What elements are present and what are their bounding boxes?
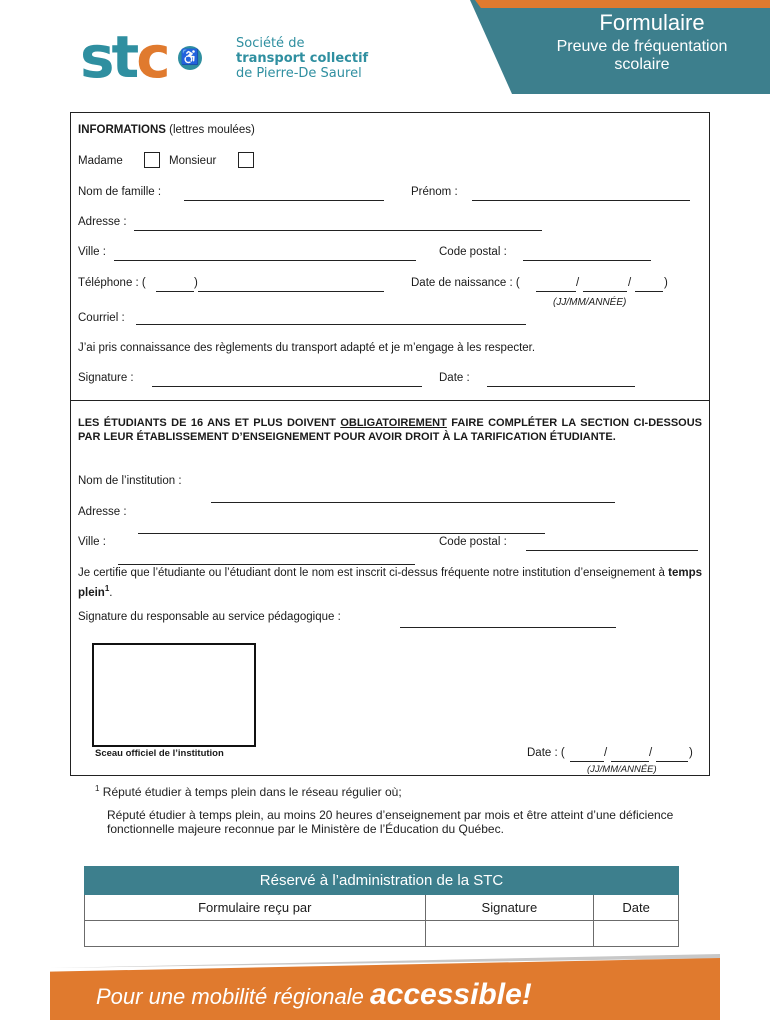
stc-logo: [80, 23, 400, 92]
code-postal-field[interactable]: [523, 260, 651, 261]
monsieur-checkbox[interactable]: [238, 152, 254, 168]
date-field[interactable]: [487, 386, 635, 387]
nom-field[interactable]: [184, 200, 384, 201]
school-ville-field[interactable]: [118, 564, 415, 565]
footer-slogan: Pour une mobilité régionale accessible!: [96, 978, 532, 1011]
title-accent-stripe: [475, 0, 770, 8]
responsable-signature-field[interactable]: [400, 627, 616, 628]
signature-field[interactable]: [152, 386, 422, 387]
student-notice: LES ÉTUDIANTS DE 16 ANS ET PLUS DOIVENT OBLIGATOIREMENT FAIRE COMPLÉTER LA SECTION CI-DESSOUS PAR LEUR ÉTABLISSEMENT D’ENSEIGNEMENT POUR AVOIR DROIT À LA TARIFICATION ÉTUDIANTE.: [78, 417, 703, 443]
birth-slash-2: /: [628, 277, 632, 289]
school-month-field[interactable]: [611, 761, 649, 762]
logo-letters: stc: [80, 23, 168, 91]
madame-label: Madame: [78, 155, 123, 167]
institution-label: Nom de l’institution :: [78, 475, 182, 487]
code-postal-label: Code postal :: [439, 246, 507, 258]
admin-col-date: Date: [594, 895, 679, 921]
birth-date-format: (JJ/MM/ANNÉE): [553, 297, 627, 308]
admin-table: [84, 866, 679, 947]
admin-col-received-by: Formulaire reçu par: [85, 895, 426, 921]
madame-checkbox[interactable]: [144, 152, 160, 168]
telephone-close-paren: ): [194, 277, 198, 289]
section-divider: [70, 400, 710, 401]
school-date-label: Date : (: [527, 747, 565, 759]
logo-company-name: Société de transport collectif de Pierre-De Saurel: [236, 36, 369, 81]
wheelchair-icon: ♿: [178, 46, 202, 70]
responsable-signature-label: Signature du responsable au service pédagogique :: [78, 611, 341, 623]
school-date-slash-1: /: [604, 747, 608, 759]
monsieur-label: Monsieur: [169, 155, 217, 167]
acknowledgement-text: J’ai pris connaissance des règlements du transport adapté et je m’engage à les respecter.: [78, 342, 536, 354]
signature-label: Signature :: [78, 372, 134, 384]
telephone-label: Téléphone : (: [78, 277, 146, 289]
school-date-close: ): [689, 747, 693, 759]
seal-box[interactable]: [92, 643, 256, 747]
school-date-format: (JJ/MM/ANNÉE): [587, 764, 657, 775]
admin-table-title: Réservé à l’administration de la STC: [85, 867, 679, 895]
birth-slash-1: /: [576, 277, 580, 289]
school-date-slash-2: /: [649, 747, 653, 759]
school-code-postal-label: Code postal :: [439, 536, 507, 548]
school-code-postal-field[interactable]: [526, 550, 698, 551]
birth-year-field[interactable]: [635, 291, 663, 292]
form-subtitle: Preuve de fréquentation scolaire: [556, 38, 728, 73]
birth-day-field[interactable]: [536, 291, 576, 292]
admin-col-signature: Signature: [425, 895, 594, 921]
prenom-label: Prénom :: [411, 186, 458, 198]
prenom-field[interactable]: [472, 200, 690, 201]
school-adresse-field[interactable]: [138, 533, 545, 534]
area-code-field[interactable]: [156, 291, 194, 292]
ville-field[interactable]: [114, 260, 416, 261]
ville-label: Ville :: [78, 246, 106, 258]
seal-label: Sceau officiel de l’institution: [95, 748, 224, 759]
school-adresse-label: Adresse :: [78, 506, 127, 518]
certification-text: Je certifie que l’étudiante ou l’étudiant dont le nom est inscrit ci-dessus fréquente notre institution d’enseignement à temps plein$^1$.: [78, 567, 702, 599]
school-ville-label: Ville :: [78, 536, 106, 548]
date-label: Date :: [439, 372, 470, 384]
courriel-field[interactable]: [136, 324, 526, 325]
admin-date-cell[interactable]: [594, 921, 679, 947]
birth-close-paren: ): [664, 277, 668, 289]
admin-received-by-cell[interactable]: [85, 921, 426, 947]
institution-field[interactable]: [211, 502, 615, 503]
form-title: Formulaire: [599, 10, 705, 35]
school-year-field[interactable]: [656, 761, 688, 762]
footnote-1: $^1$ Réputé étudier à temps plein dans le réseau régulier où;: [95, 784, 402, 799]
nom-label: Nom de famille :: [78, 186, 162, 198]
telephone-field[interactable]: [198, 291, 384, 292]
adresse-field[interactable]: [134, 230, 542, 231]
footnote-2: Réputé étudier à temps plein, au moins 20 heures d’enseignement par mois et être atteint d’une déficience fonctionnelle majeure reconnue par le Ministère de l’Éducation du Québec.: [107, 808, 674, 836]
school-day-field[interactable]: [570, 761, 604, 762]
courriel-label: Courriel :: [78, 312, 125, 324]
date-naissance-label: Date de naissance : (: [411, 277, 520, 289]
adresse-label: Adresse :: [78, 216, 127, 228]
admin-signature-cell[interactable]: [425, 921, 594, 947]
info-heading: INFORMATIONS (lettres moulées): [78, 124, 255, 136]
birth-month-field[interactable]: [583, 291, 627, 292]
